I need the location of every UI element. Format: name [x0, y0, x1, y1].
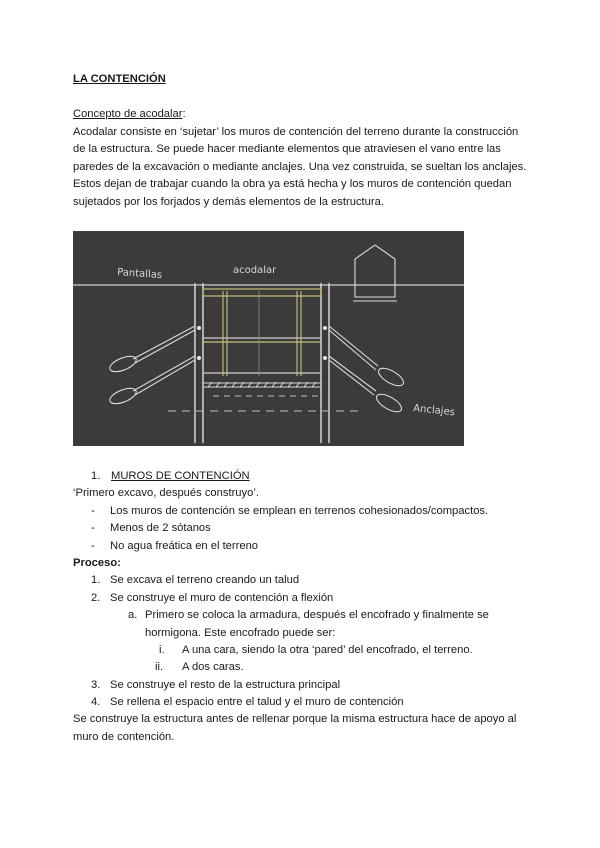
- sub-step-a: [73, 607, 543, 624]
- roman-item: [73, 642, 543, 659]
- step-number: 1.: [91, 574, 101, 587]
- page-title: LA CONTENCIÓN: [73, 73, 166, 85]
- sketch-drawing: [73, 231, 464, 446]
- paragraph-line: paredes de la excavación o mediante anclajes. Una vez construida, se sueltan los anclajes.: [73, 160, 527, 173]
- step-text: Se excava el terreno creando un talud: [110, 574, 300, 587]
- section-title: MUROS DE CONTENCIÓN: [111, 470, 250, 482]
- bullet-text: No agua freática en el terreno: [110, 539, 259, 552]
- step-number: 2.: [91, 591, 101, 604]
- process-label-row: [73, 555, 543, 572]
- roman-text: A dos caras.: [182, 661, 244, 674]
- closing-text: Se construye la estructura antes de rellenar porque la misma estructura hace de apoyo al: [73, 713, 517, 726]
- process-label: Proceso:: [73, 556, 121, 569]
- bullet-marker: -: [91, 539, 95, 552]
- process-step: [73, 677, 543, 694]
- section-muros: [73, 468, 543, 746]
- paragraph-line: Estos dejan de trabajar cuando la obra ya está hecha y los muros de contención quedan: [73, 178, 512, 191]
- label-acodalar: acodalar: [233, 265, 277, 276]
- concept-heading: [73, 106, 186, 123]
- sub-step-text: Primero se coloca la armadura, después el encofrado y finalmente se: [145, 609, 489, 622]
- bullet-text: Menos de 2 sótanos: [110, 522, 211, 535]
- label-pantallas: Pantallas: [116, 267, 163, 282]
- step-text: Se construye el resto de la estructura principal: [110, 678, 341, 691]
- step-number: 4.: [91, 696, 101, 709]
- roman-text: A una cara, siendo la otra ‘pared’ del encofrado, el terreno.: [182, 643, 473, 656]
- quote-row: [73, 485, 543, 502]
- bullet-item: [73, 538, 543, 555]
- bullet-item: [73, 503, 543, 520]
- step-text: Se construye el muro de contención a flexión: [110, 591, 334, 604]
- section-number: 1.: [91, 470, 101, 482]
- process-step: [73, 572, 543, 589]
- label-anclajes: Anclajes: [412, 403, 456, 419]
- paragraph-line: sujetados por los forjados y demás elementos de la estructura.: [73, 195, 384, 208]
- bullet-text: Los muros de contención se emplean en terrenos cohesionados/compactos.: [110, 504, 489, 517]
- roman-numeral: ii.: [155, 661, 164, 674]
- step-text: Se rellena el espacio entre el talud y el muro de contención: [110, 696, 404, 709]
- step-number: 3.: [91, 678, 101, 691]
- bullet-item: [73, 520, 543, 537]
- sub-step-a-continued: [73, 625, 543, 642]
- closing-text: muro de contención.: [73, 730, 175, 743]
- closing-line: [73, 711, 543, 728]
- roman-numeral: i.: [159, 643, 165, 656]
- concept-heading-colon: :: [182, 108, 186, 120]
- section-quote: ‘Primero excavo, después construyo’.: [73, 487, 259, 500]
- process-step: [73, 590, 543, 607]
- sub-step-text: hormigona. Este encofrado puede ser:: [145, 626, 336, 639]
- sub-step-letter: a.: [128, 609, 138, 622]
- concept-heading-text: Concepto de acodalar: [73, 108, 183, 120]
- closing-line: [73, 729, 543, 746]
- paragraph-line: Acodalar consiste en ‘sujetar’ los muros de contención del terreno durante la construcción: [73, 126, 519, 138]
- process-step: [73, 694, 543, 711]
- paragraph-line: de la estructura. Se puede hacer mediante elementos que atraviesen el vano entre las: [73, 143, 501, 156]
- section-heading: [73, 468, 543, 485]
- concept-paragraph: [73, 124, 533, 211]
- roman-item: [73, 659, 543, 676]
- bullet-marker: -: [91, 522, 95, 535]
- acodalar-sketch-figure: [73, 231, 464, 446]
- bullet-marker: -: [91, 504, 95, 517]
